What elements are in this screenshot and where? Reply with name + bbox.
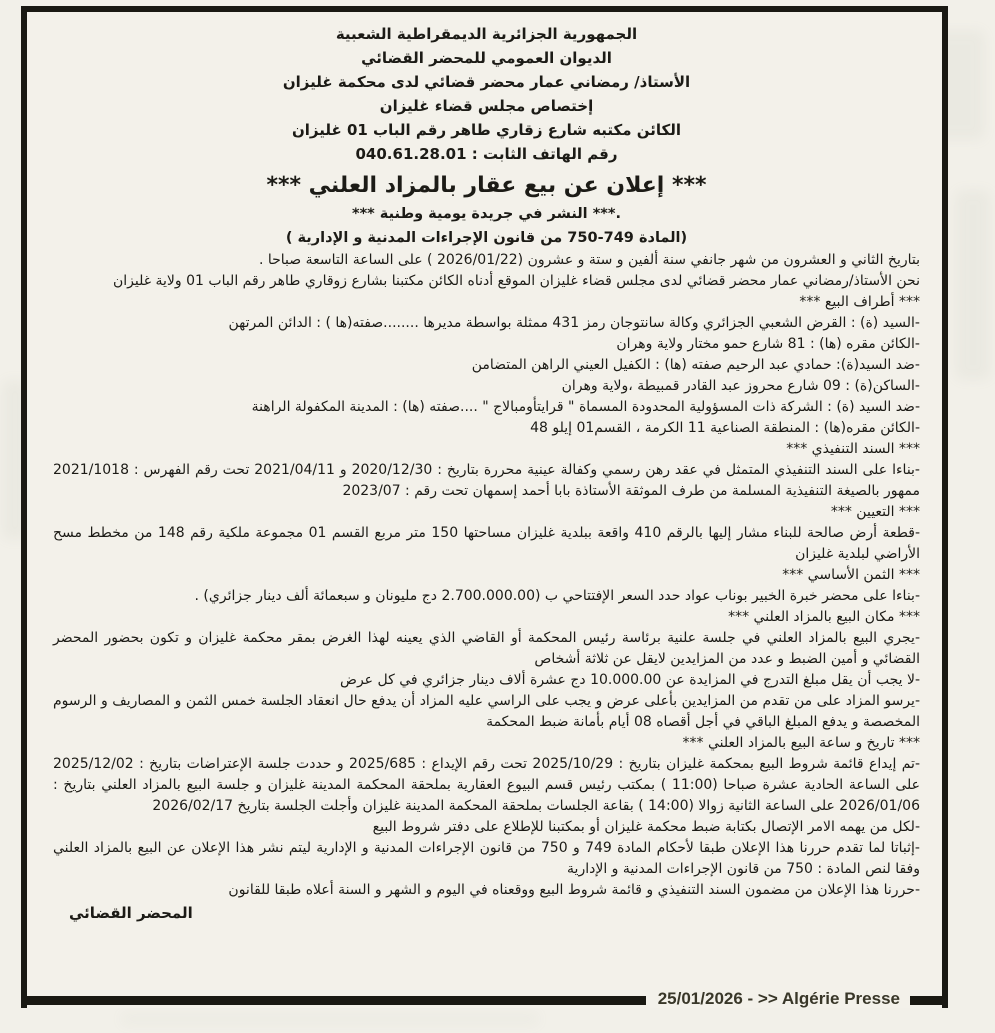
publication-note: .*** النشر في جريدة يومية وطنية *** (352, 206, 621, 222)
body-paragraph: -إثباتا لما تقدم حررنا هذا الإعلان طبقا لأحكام المادة 749 و 750 من قانون الإجراءات المدنية و الإدارية ليتم نشر هذا الإعلان عن البيع بالمزاد العلني وفقا لنص المادة : 750 من قانون الإجراءات المدنية و الإدارية (53, 840, 920, 877)
section-heading: *** مكان البيع بالمزاد العلني *** (728, 609, 920, 625)
body-paragraph: -بناءا على محضر خبرة الخبير بوناب عواد حدد السعر الإفتتاحي ب (2.700.000.00 دج مليونان و سبعمائة ألف دينار جزائري) . (194, 588, 920, 604)
body-paragraph: -لكل من يهمه الامر الإتصال بكتابة ضبط محكمة غليزان أو بمكتبنا للإطلاع على دفتر شروط البيع (372, 819, 920, 835)
body-paragraph: نحن الأستاذ/رمضاني عمار محضر قضائي لدى مجلس قضاء غليزان الموقع أدناه الكائن مكتبنا بشارع زوقاري طاهر رقم الباب 01 ولاية غليزان (112, 273, 920, 289)
notice-frame (21, 6, 948, 1008)
footer-rule-left (27, 996, 646, 1005)
body-paragraph: -بناءا على السند التنفيذي المتمثل في عقد رهن رسمي وكفالة عينية محررة بتاريخ : 2020/12/30 و 2021/04/11 تحت رقم الفهرس : 2021/1018 ممهور بالصيغة التنفيذية المسلمة من طرف الموثقة الأستاذة بابا أحمد إسمهان تحت رقم : 2023/07 (53, 462, 920, 499)
body-paragraph: -قطعة أرض صالحة للبناء مشار إليها بالرقم 410 واقعة ببلدية غليزان مساحتها 150 متر مربع القسم 01 مجموعة ملكية رقم 148 من مخطط مسح الأراضي لبلدية غليزان (53, 525, 921, 562)
letterhead-line: الكائن مكتبه شارع زقاري طاهر رقم الباب 01 غليزان (291, 121, 682, 139)
body-paragraph: -تم إيداع قائمة شروط البيع بمحكمة غليزان بتاريخ : 2025/10/29 تحت رقم الإيداع : 2025/685 و حددت جلسة الإعتراضات بتاريخ : 2025/12/02 على الساعة الحادية عشرة صباحا (11:00 ) بمكتب رئيس قسم البيوع العقارية بملحقة المحكمة المدينة غليزان و جلسة البيع بالمزاد العلني بتاريخ : 2026/01/06 على الساعة الثانية زوالا (14:00 ) بقاعة الجلسات بملحقة المحكمة المدينة غليزان وأجلت الجلسة بتاريخ 2026/02/17 (53, 756, 921, 814)
body-paragraph: -السيد (ة) : القرض الشعبي الجزائري وكالة سانتوجان رمز 431 ممثلة بواسطة مديرها ........صفته(ها ) : الدائن المرتهن (228, 315, 920, 331)
footer-rule (27, 989, 942, 1008)
section-heading: *** الثمن الأساسي *** (782, 567, 920, 583)
notice-body (53, 250, 920, 901)
section-heading: *** التعيين *** (830, 504, 920, 520)
body-paragraph: -الساكن(ة) : 09 شارع محروز عبد القادر قمبيطة ،ولاية وهران (561, 378, 920, 394)
letterhead-line: رقم الهاتف الثابت : 040.61.28.01 (355, 145, 618, 163)
body-paragraph: -يرسو المزاد على من تقدم من المزايدين بأعلى عرض و يجب على الراسي عليه المزاد أن يدفع حال انعقاد الجلسة خمس الثمن و المصاريف و الرسوم المخصصة و يدفع المبلغ الباقي في أجل أقصاه 08 أيام بأمانة ضبط المحكمة (53, 693, 920, 730)
notice-content (27, 12, 942, 993)
notice-title: *** إعلان عن بيع عقار بالمزاد العلني *** (266, 173, 707, 198)
body-paragraph: -يجري البيع بالمزاد العلني في جلسة علنية برئاسة رئيس المحكمة أو القاضي الذي يعينه لهذا الغرض بمقر محكمة غليزان و تكون بحضور المحضر القضائي و أمين الضبط و عدد من المزايدين لايقل عن ثلاثة أشخاص (53, 630, 920, 667)
section-heading: *** السند التنفيذي *** (786, 441, 920, 457)
letterhead-line: الجمهورية الجزائرية الديمقراطية الشعبية (335, 25, 638, 43)
letterhead (53, 22, 920, 166)
letterhead-line: الديوان العمومي للمحضر القضائي (361, 49, 612, 67)
footer-rule-right (910, 996, 942, 1005)
scan-bleed-artifact (120, 1012, 540, 1026)
press-credit: 25/01/2026 - >> Algérie Presse (657, 989, 900, 1008)
body-paragraph: بتاريخ الثاني و العشرون من شهر جانفي سنة ألفين و ستة و عشرون (2026/01/22 ) على الساعة التاسعة صباحا . (258, 252, 920, 268)
body-paragraph: -لا يجب أن يقل مبلغ التدرج في المزايدة عن 10.000.00 دج عشرة ألاف دينار جزائري في كل عرض (340, 672, 920, 688)
scan-bleed-artifact (955, 190, 991, 380)
letterhead-line: الأستاذ/ رمضاني عمار محضر قضائي لدى محكمة غليزان (282, 73, 691, 91)
legal-article-reference: (المادة 749-750 من قانون الإجراءات المدنية و الإدارية ) (285, 230, 688, 246)
bailiff-signature: المحضر القضائي (69, 904, 193, 922)
body-paragraph: -ضد السيد (ة) : الشركة ذات المسؤولية المحدودة المسماة " قرايتأومبالاج " ....صفته (ها) : المدينة المكفولة الراهنة (251, 399, 920, 415)
body-paragraph: -ضد السيد(ة): حمادي عبد الرحيم صفته (ها) : الكفيل العيني الراهن المتضامن (471, 357, 920, 373)
body-paragraph: -الكائن مقره(ها) : المنطقة الصناعية 11 الكرمة ، القسم01 إيلو 48 (530, 420, 920, 436)
body-paragraph: -الكائن مقره (ها) : 81 شارع حمو مختار ولاية وهران (616, 336, 920, 352)
section-heading: *** تاريخ و ساعة البيع بالمزاد العلني *** (682, 735, 920, 751)
body-paragraph: -حررنا هذا الإعلان من مضمون السند التنفيذي و قائمة شروط البيع ووقعناه في اليوم و الشهر و السنة أعلاه طبقا للقانون (228, 882, 920, 898)
letterhead-line: إختصاص مجلس قضاء غليزان (379, 97, 594, 115)
section-heading: *** أطراف البيع *** (799, 294, 920, 310)
